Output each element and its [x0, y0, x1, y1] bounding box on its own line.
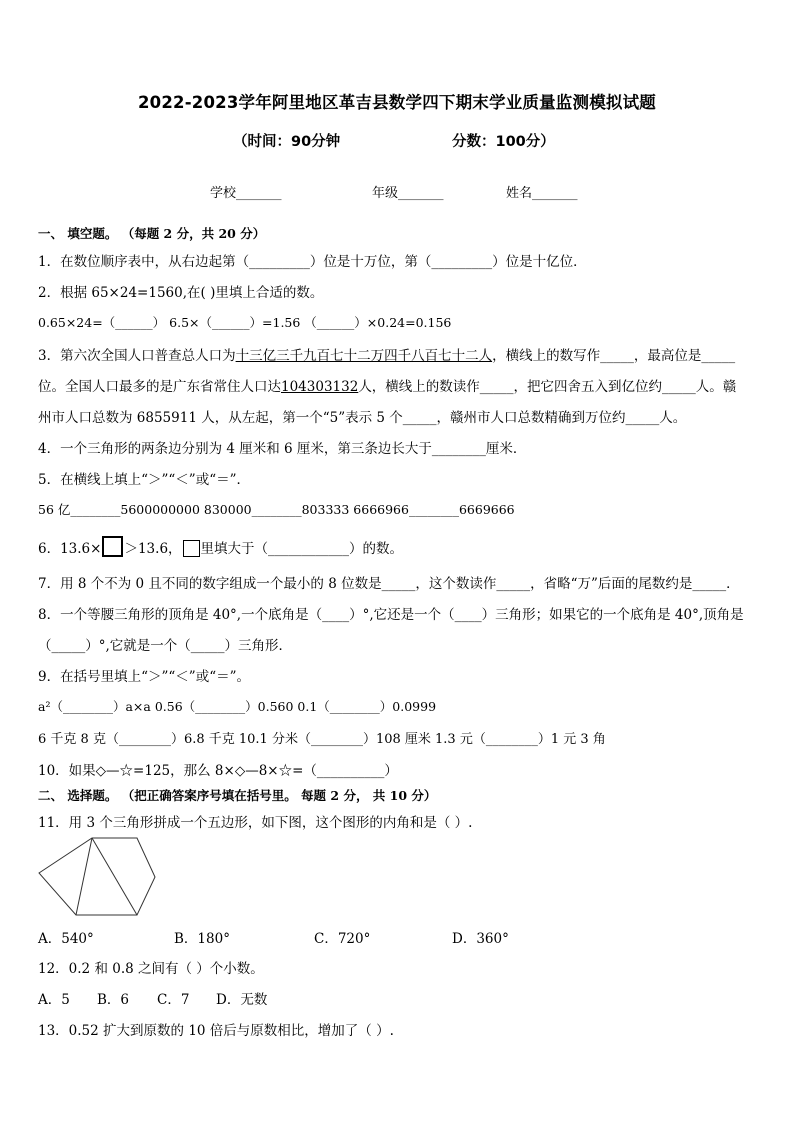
q12-option-a[interactable]: A．5	[38, 992, 70, 1008]
question-9-sub-1: a²（________）a×a 0.56（________）0.560 0.1（________）0.0999	[38, 699, 437, 714]
question-3-line-2	[38, 375, 736, 395]
question-2-sub: 0.65×24=（______） 6.5×（______）=1.56 （______）×0.24=0.156	[38, 315, 452, 330]
pentagon-figure	[30, 832, 165, 922]
question-4: 4．一个三角形的两条边分别为 4 厘米和 6 厘米，第三条边长大于________厘米．	[38, 441, 527, 457]
q3-underlined-number: 十三亿三千九百七十二万四千八百七十二人	[235, 348, 493, 364]
question-11: 11．用 3 个三角形拼成一个五边形，如下图，这个图形的内角和是（ ）.	[38, 815, 473, 831]
score-label: 分数：100分）	[452, 134, 555, 150]
q11-option-b[interactable]: B．180°	[174, 931, 230, 947]
q3-text: 位。全国人口最多的是广东省常住人口达	[38, 379, 281, 395]
page-title: 2022-2023学年阿里地区革吉县数学四下期末学业质量监测模拟试题	[138, 93, 656, 112]
q6-text: 里填大于（____________）的数。	[200, 541, 404, 557]
answer-box-icon	[102, 536, 123, 557]
question-3-line-3: 州市人口总数为 6855911 人，从左起，第一个“5”表示 5 个_____，赣州市人口总数精确到万位约_____人。	[38, 410, 687, 426]
q3-text: 3．第六次全国人口普查总人口为	[38, 348, 236, 364]
diagonal-line	[76, 838, 92, 915]
school-field: 学校_______	[210, 186, 282, 201]
q11-option-a[interactable]: A．540°	[38, 931, 94, 947]
q6-text: ＞13.6，	[124, 541, 182, 557]
pentagon-outline	[39, 838, 155, 915]
question-6	[38, 536, 403, 557]
name-field: 姓名_______	[506, 186, 578, 201]
question-8-line-1: 8．一个等腰三角形的顶角是 40°,一个底角是（____）°,它还是一个（____）三角形；如果它的一个底角是 40°,顶角是	[38, 607, 744, 623]
question-9: 9．在括号里填上“＞”“＜”或“＝”。	[38, 669, 250, 685]
q6-text: 6．13.6×	[38, 541, 102, 557]
question-5-sub: 56 亿________5600000000 830000________803333 6666966________6669666	[38, 502, 515, 517]
section-2-heading: 二、 选择题。 （把正确答案序号填在括号里。 每题 2 分， 共 10 分）	[38, 788, 437, 803]
question-2: 2．根据 65×24=1560,在( )里填上合适的数。	[38, 285, 324, 301]
q11-option-d[interactable]: D．360°	[452, 931, 509, 947]
question-13: 13．0.52 扩大到原数的 10 倍后与原数相比，增加了（ ）.	[38, 1023, 394, 1039]
question-9-sub-2: 6 千克 8 克（________）6.8 千克 10.1 分米（________）108 厘米 1.3 元（________）1 元 3 角	[38, 732, 606, 747]
question-12: 12．0.2 和 0.8 之间有（ ）个小数。	[38, 961, 264, 977]
time-label: （时间：90分钟	[233, 134, 341, 150]
answer-box-icon	[183, 540, 200, 557]
q12-option-b[interactable]: B．6	[97, 992, 130, 1008]
q11-option-c[interactable]: C．720°	[314, 931, 371, 947]
q12-option-c[interactable]: C．7	[157, 992, 190, 1008]
q3-text: 人，横线上的数读作_____，把它四舍五入到亿位约_____人。赣	[358, 379, 737, 395]
question-5: 5．在横线上填上“＞”“＜”或“＝”．	[38, 472, 250, 488]
question-7: 7．用 8 个不为 0 且不同的数字组成一个最小的 8 位数是_____，这个数读作_____，省略“万”后面的尾数约是_____．	[38, 576, 740, 592]
question-8-line-2: （_____）°,它就是一个（_____）三角形．	[38, 638, 293, 654]
grade-field: 年级_______	[372, 186, 444, 201]
diagonal-line	[92, 838, 137, 915]
q3-underlined-number: 104303132	[281, 379, 359, 395]
q12-option-d[interactable]: D．无数	[216, 992, 268, 1008]
question-10: 10．如果◇—☆=125，那么 8×◇—8×☆=（__________）	[38, 763, 398, 779]
section-1-heading: 一、 填空题。 （每题 2 分，共 20 分）	[38, 226, 266, 241]
question-1: 1．在数位顺序表中，从右边起第（_________）位是十万位，第（_________）位是十亿位．	[38, 254, 587, 270]
q3-text: ，横线上的数写作_____，最高位是_____	[492, 348, 736, 364]
question-3-line-1	[38, 344, 735, 364]
